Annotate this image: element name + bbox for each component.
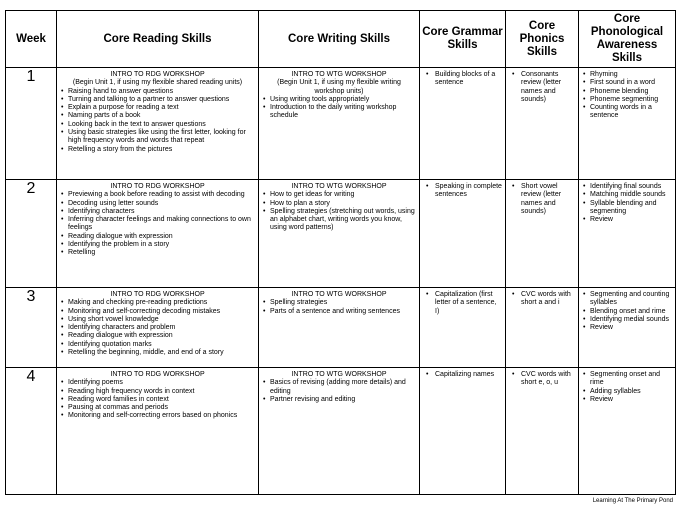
writing-head: INTRO TO WTG WORKSHOP — [291, 291, 387, 298]
phonics-list — [509, 371, 575, 388]
writing-cell — [259, 68, 420, 180]
reading-cell — [57, 68, 259, 180]
writing-list — [262, 96, 416, 121]
list-item: • Identifying medial sounds — [582, 316, 672, 324]
list-item: • Reading high frequency words in context — [60, 388, 255, 396]
list-item: • Identifying the problem in a story — [60, 241, 255, 249]
curriculum-table-frame — [5, 10, 675, 497]
reading-head: INTRO TO RDG WORKSHOP — [110, 71, 205, 78]
writing-subhead: (Begin Unit 1, if using my flexible writing workshop units) — [277, 79, 401, 95]
list-item: • Speaking in complete sentences — [423, 183, 502, 200]
list-item: • CVC words with short a and i — [509, 291, 575, 308]
list-item: • First sound in a word — [582, 79, 672, 87]
week-number: 4 — [6, 368, 57, 495]
reading-cell — [57, 180, 259, 288]
list-item: • Identifying poems — [60, 379, 255, 387]
list-item: • Review — [582, 324, 672, 332]
header-grammar: Core Grammar Skills — [420, 11, 506, 68]
phonics-cell — [506, 180, 579, 288]
grammar-list — [423, 183, 502, 200]
list-item: • Using short vowel knowledge — [60, 316, 255, 324]
list-item: • Identifying characters and problem — [60, 324, 255, 332]
header-reading: Core Reading Skills — [57, 11, 259, 68]
list-item: • Retelling a story from the pictures — [60, 146, 255, 154]
table-row — [6, 180, 676, 288]
writing-head: INTRO TO WTG WORKSHOP — [291, 183, 387, 190]
footer-credit: Learning At The Primary Pond — [592, 498, 673, 504]
writing-list — [262, 299, 416, 316]
list-item: • Consonants review (letter names and sounds) — [509, 71, 575, 104]
grammar-list — [423, 71, 502, 88]
phonological-cell — [579, 180, 676, 288]
reading-head: INTRO TO RDG WORKSHOP — [110, 291, 205, 298]
phonics-list — [509, 183, 575, 216]
list-item: • Retelling the beginning, middle, and end of a story — [60, 349, 255, 357]
phonics-list — [509, 71, 575, 104]
list-item: • Review — [582, 396, 672, 404]
list-item: • Capitalizing names — [423, 371, 502, 379]
list-item: • Counting words in a sentence — [582, 104, 672, 121]
phonological-list — [582, 183, 672, 224]
phonics-cell — [506, 288, 579, 368]
list-item: • How to plan a story — [262, 200, 416, 208]
writing-list — [262, 379, 416, 404]
list-item: • Matching middle sounds — [582, 191, 672, 199]
writing-cell — [259, 368, 420, 495]
reading-list — [60, 88, 255, 154]
list-item: • Blending onset and rime — [582, 308, 672, 316]
list-item: • Review — [582, 216, 672, 224]
week-number: 2 — [6, 180, 57, 288]
list-item: • Partner revising and editing — [262, 396, 416, 404]
grammar-cell — [420, 368, 506, 495]
table-row — [6, 368, 676, 495]
header-row — [6, 11, 676, 68]
list-item: • Using writing tools appropriately — [262, 96, 416, 104]
writing-head: INTRO TO WTG WORKSHOP — [291, 371, 387, 378]
list-item: • Rhyming — [582, 71, 672, 79]
phonological-list — [582, 291, 672, 332]
reading-head: INTRO TO RDG WORKSHOP — [110, 183, 205, 190]
phonological-cell — [579, 68, 676, 180]
list-item: • Phoneme segmenting — [582, 96, 672, 104]
list-item: • Naming parts of a book — [60, 112, 255, 120]
table-row — [6, 288, 676, 368]
grammar-cell — [420, 68, 506, 180]
writing-cell — [259, 180, 420, 288]
list-item: • Looking back in the text to answer questions — [60, 121, 255, 129]
reading-head: INTRO TO RDG WORKSHOP — [110, 371, 205, 378]
list-item: • Spelling strategies — [262, 299, 416, 307]
grammar-cell — [420, 180, 506, 288]
list-item: • Explain a purpose for reading a text — [60, 104, 255, 112]
reading-cell — [57, 288, 259, 368]
header-phonological: Core Phonological Awareness Skills — [579, 11, 676, 68]
phonics-cell — [506, 368, 579, 495]
header-week: Week — [6, 11, 57, 68]
reading-list — [60, 299, 255, 357]
list-item: • Monitoring and self-correcting decoding mistakes — [60, 308, 255, 316]
week-number: 3 — [6, 288, 57, 368]
list-item: • Previewing a book before reading to assist with decoding — [60, 191, 255, 199]
list-item: • Parts of a sentence and writing sentences — [262, 308, 416, 316]
list-item: • Introduction to the daily writing workshop schedule — [262, 104, 416, 121]
list-item: • Raising hand to answer questions — [60, 88, 255, 96]
list-item: • Turning and talking to a partner to answer questions — [60, 96, 255, 104]
list-item: • Segmenting and counting syllables — [582, 291, 672, 308]
table-row — [6, 68, 676, 180]
list-item: • Inferring character feelings and making connections to own feelings — [60, 216, 255, 233]
grammar-list — [423, 371, 502, 379]
list-item: • Pausing at commas and periods — [60, 404, 255, 412]
phonological-cell — [579, 288, 676, 368]
list-item: • Identifying quotation marks — [60, 341, 255, 349]
grammar-cell — [420, 288, 506, 368]
list-item: • Reading dialogue with expression — [60, 233, 255, 241]
reading-cell — [57, 368, 259, 495]
list-item: • Reading word families in context — [60, 396, 255, 404]
list-item: • Syllable blending and segmenting — [582, 200, 672, 217]
header-writing: Core Writing Skills — [259, 11, 420, 68]
header-phonics: Core Phonics Skills — [506, 11, 579, 68]
list-item: • Reading dialogue with expression — [60, 332, 255, 340]
list-item: • Spelling strategies (stretching out words, using an alphabet chart, writing words you know, using word patterns) — [262, 208, 416, 233]
list-item: • Retelling — [60, 249, 255, 257]
list-item: • Building blocks of a sentence — [423, 71, 502, 88]
phonics-cell — [506, 68, 579, 180]
list-item: • CVC words with short e, o, u — [509, 371, 575, 388]
list-item: • How to get ideas for writing — [262, 191, 416, 199]
curriculum-table — [5, 10, 676, 495]
list-item: • Decoding using letter sounds — [60, 200, 255, 208]
phonological-cell — [579, 368, 676, 495]
list-item: • Phoneme blending — [582, 88, 672, 96]
writing-head: INTRO TO WTG WORKSHOP — [291, 71, 387, 78]
list-item: • Adding syllables — [582, 388, 672, 396]
reading-subhead: (Begin Unit 1, if using my flexible shared reading units) — [72, 79, 243, 87]
list-item: • Making and checking pre-reading predictions — [60, 299, 255, 307]
reading-list — [60, 191, 255, 257]
list-item: • Capitalization (first letter of a sentence, I) — [423, 291, 502, 316]
reading-list — [60, 379, 255, 420]
list-item: • Using basic strategies like using the first letter, looking for high frequency words and words that repeat — [60, 129, 255, 146]
phonological-list — [582, 71, 672, 121]
list-item: • Monitoring and self-correcting errors based on phonics — [60, 412, 255, 420]
list-item: • Segmenting onset and rime — [582, 371, 672, 388]
list-item: • Identifying final sounds — [582, 183, 672, 191]
writing-cell — [259, 288, 420, 368]
writing-list — [262, 191, 416, 232]
phonological-list — [582, 371, 672, 404]
list-item: • Identifying characters — [60, 208, 255, 216]
list-item: • Short vowel review (letter names and sounds) — [509, 183, 575, 216]
phonics-list — [509, 291, 575, 308]
grammar-list — [423, 291, 502, 316]
list-item: • Basics of revising (adding more details) and editing — [262, 379, 416, 396]
week-number: 1 — [6, 68, 57, 180]
